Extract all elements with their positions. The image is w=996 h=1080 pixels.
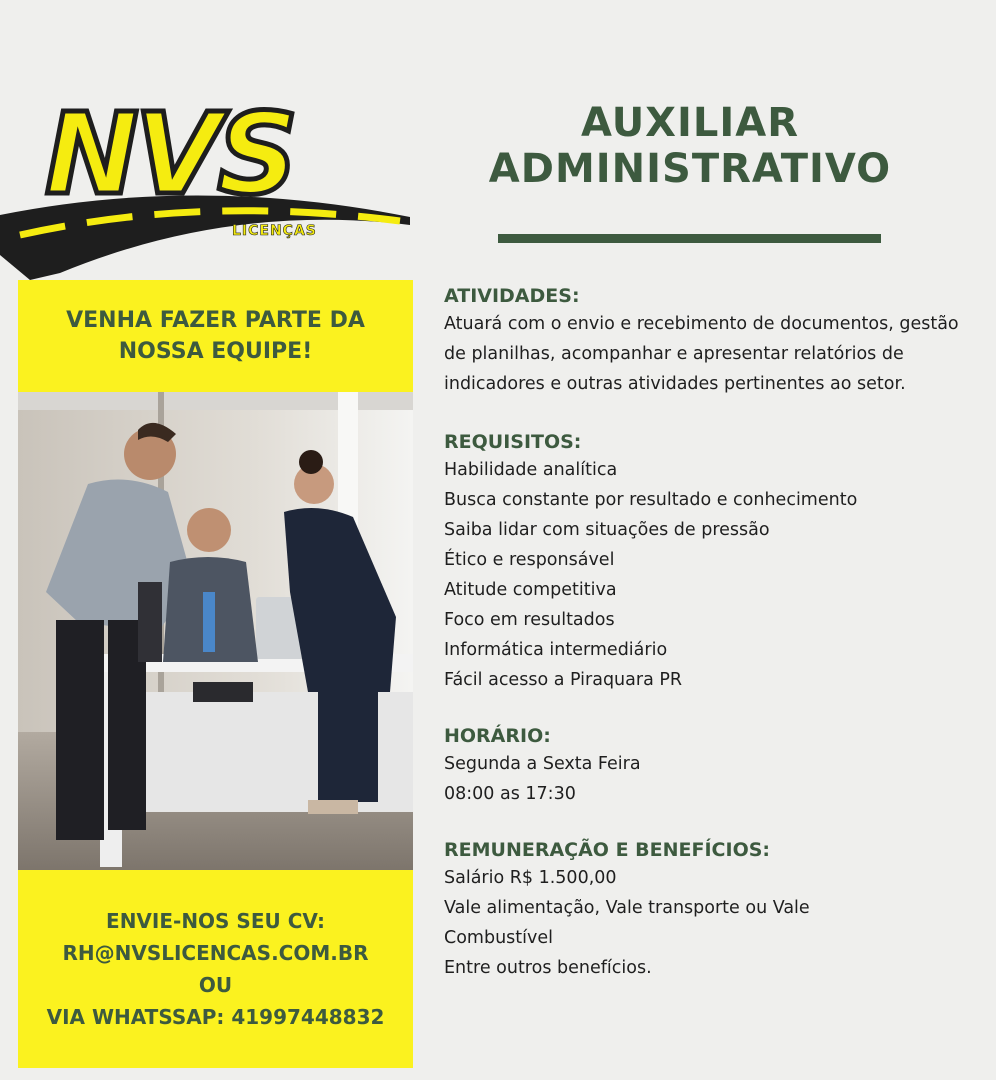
requirement-item: Atitude competitiva: [444, 580, 617, 600]
nvs-logo-graphic: [0, 95, 415, 280]
benefit-others: Entre outros benefícios.: [444, 958, 652, 978]
activities-section: [444, 283, 989, 399]
office-photo: [18, 392, 413, 870]
requirement-item: Informática intermediário: [444, 640, 668, 660]
job-details: [444, 283, 989, 1011]
activities-heading: ATIVIDADES:: [444, 285, 580, 307]
requirement-item: Saiba lidar com situações de pressão: [444, 520, 770, 540]
requirement-item: Ético e responsável: [444, 550, 615, 570]
benefit-vouchers: Vale alimentação, Vale transporte ou Vale Combustível: [444, 898, 810, 948]
schedule-hours: 08:00 as 17:30: [444, 784, 576, 804]
logo-subtext: LICENÇAS: [232, 223, 317, 239]
title-divider: [498, 234, 881, 243]
cv-whatsapp[interactable]: VIA WHATSSAP: 41997448832: [46, 1005, 385, 1029]
office-team-image: [18, 392, 413, 870]
requirement-item: Fácil acesso a Piraquara PR: [444, 670, 683, 690]
requirement-item: Habilidade analítica: [444, 460, 618, 480]
callout-join-team: VENHA FAZER PARTE DA NOSSA EQUIPE!: [18, 280, 413, 392]
cv-heading: ENVIE-NOS SEU CV:: [106, 909, 325, 933]
activities-text: Atuará com o envio e recebimento de documentos, gestão de planilhas, acompanhar e apresentar relatórios de indicadores e outras atividades pertinentes ao setor.: [444, 314, 959, 394]
schedule-heading: HORÁRIO:: [444, 725, 551, 747]
requirements-list: [444, 455, 989, 695]
schedule-days: Segunda a Sexta Feira: [444, 754, 641, 774]
requirement-item: Foco em resultados: [444, 610, 615, 630]
requirements-section: [444, 429, 989, 695]
callout-send-cv: [18, 870, 413, 1068]
schedule-section: [444, 723, 989, 809]
benefits-heading: REMUNERAÇÃO E BENEFÍCIOS:: [444, 839, 771, 861]
cv-email[interactable]: RH@NVSLICENCAS.COM.BR: [62, 941, 369, 965]
requirement-item: Busca constante por resultado e conhecimento: [444, 490, 858, 510]
benefit-salary: Salário R$ 1.500,00: [444, 868, 617, 888]
requirements-heading: REQUISITOS:: [444, 431, 582, 453]
job-title: [455, 100, 925, 192]
benefits-section: [444, 837, 989, 983]
cv-or: OU: [198, 973, 233, 997]
job-title-line1: AUXILIAR: [580, 100, 800, 146]
job-title-line2: ADMINISTRATIVO: [488, 146, 892, 192]
logo-text: NVS: [45, 95, 295, 220]
nvs-logo: [0, 95, 415, 280]
